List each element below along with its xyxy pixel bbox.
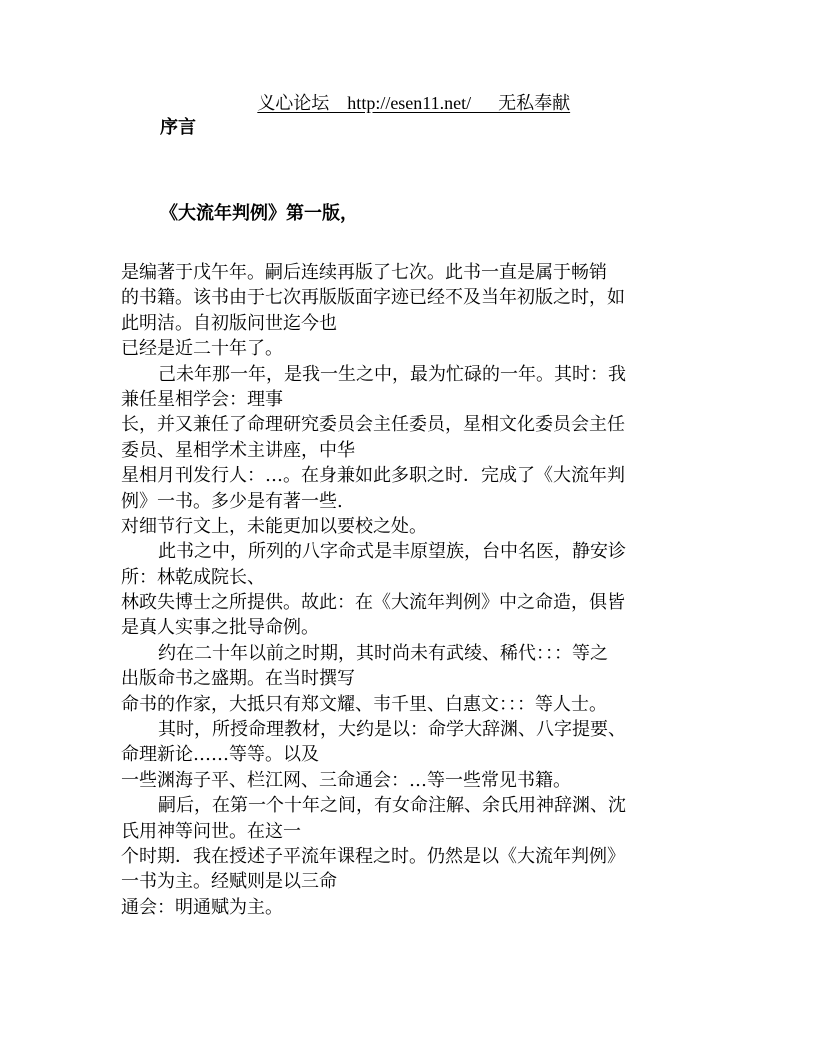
text-line: 此书之中，所列的八字命式是丰原望族，台中名医，静安诊: [158, 541, 626, 563]
text-line: 命书的作家，大抵只有郑文耀、韦千里、白惠文：：：等人士。: [121, 693, 607, 715]
text-line: 氏用神等问世。在这一: [121, 820, 301, 842]
text-line: 嗣后，在第一个十年之间，有女命注解、余氏用神辞渊、沈: [158, 795, 626, 817]
text-line: 一书为主。经赋则是以三命: [121, 871, 337, 893]
text-line: 此明洁。自初版问世迄今也: [121, 312, 337, 334]
page-header: [0, 70, 816, 115]
text-line: 命理新论……等等。以及: [121, 744, 319, 766]
text-line: 所：林乾成院长、: [121, 566, 265, 588]
text-line: 是真人实事之批导命例。: [121, 617, 319, 639]
text-line: 其时，所授命理教材，大约是以：命学大辞渊、八字提要、: [158, 719, 626, 741]
text-line: 例》一书。多少是有著一些.: [121, 490, 343, 512]
text-line: 出版命书之盛期。在当时撰写: [121, 668, 355, 690]
text-line: 对细节行文上，未能更加以要校之处。: [121, 515, 427, 537]
text-line: 已经是近二十年了。: [121, 338, 283, 360]
text-line: 委员、星相学术主讲座，中华: [121, 439, 355, 461]
text-line: 约在二十年以前之时期，其时尚未有武绫、稀代：：：等之: [158, 642, 608, 664]
body-text: [121, 260, 701, 920]
text-line: 长，并又兼任了命理研究委员会主任委员，星相文化委员会主任: [121, 414, 625, 436]
text-line: 星相月刊发行人：…。在身兼如此多职之时．完成了《大流年判: [121, 465, 625, 487]
text-line: 兼任星相学会：理事: [121, 388, 283, 410]
text-line: 是编著于戊午年。嗣后连续再版了七次。此书一直是属于畅销: [121, 262, 607, 283]
text-line: 的书籍。该书由于七次再版版面字迹已经不及当年初版之时，如: [121, 287, 625, 309]
preface-title: 序言: [160, 117, 196, 138]
header-text: 义心论坛 http://esen11.net/ 无私奉献: [257, 93, 571, 113]
text-line: 个时期．我在授述子平流年课程之时。仍然是以《大流年判例》: [121, 845, 625, 867]
text-line: 林政失博士之所提供。故此：在《大流年判例》中之命造，俱皆: [121, 592, 625, 614]
text-line: 通会：明通赋为主。: [121, 896, 283, 918]
text-line: 己未年那一年，是我一生之中，最为忙碌的一年。其时：我: [158, 363, 626, 385]
text-line: 一些渊海子平、栏江网、三命通会：…等一些常见书籍。: [121, 769, 571, 791]
edition-title: 《大流年判例》第一版，: [160, 203, 358, 224]
